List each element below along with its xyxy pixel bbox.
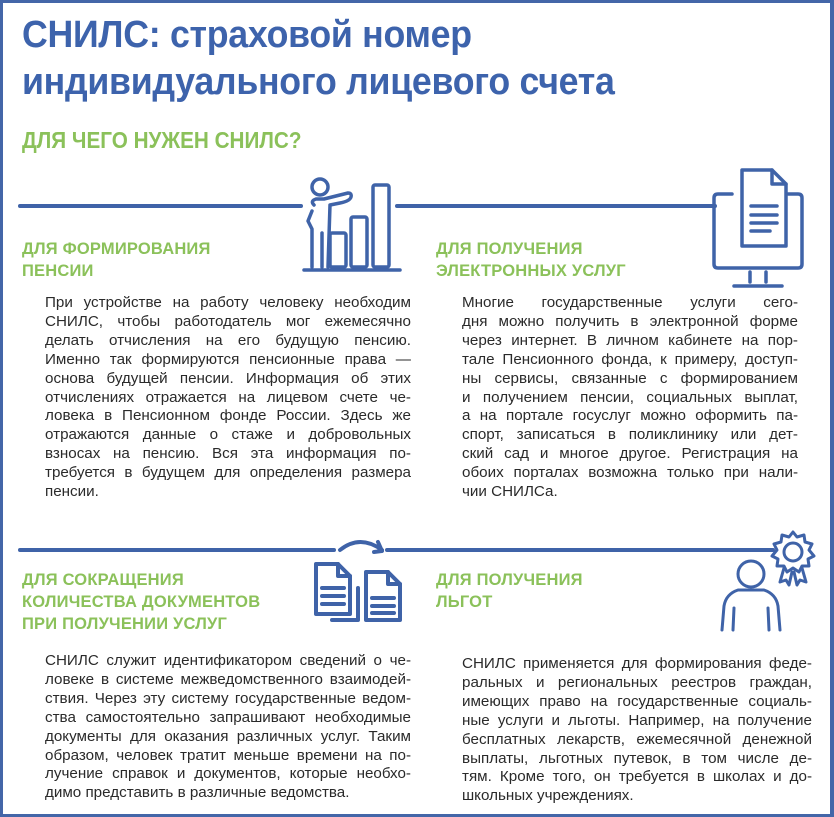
body-line: делать отчисления на его будущую пенсию.: [45, 331, 411, 349]
body-line: через интернет. В личном кабинете на пор-: [462, 331, 798, 349]
document-transfer-icon: [312, 536, 412, 633]
section-body-benefits: [462, 655, 812, 806]
body-line: тям. Кроме того, он требуется в школах и до-: [462, 768, 812, 786]
body-line: спорт, записаться в поликлинику или дет-: [462, 426, 798, 444]
body-line: пенсии.: [45, 483, 99, 501]
heading-line: ДЛЯ ПОЛУЧЕНИЯ: [436, 240, 583, 258]
body-line: ловеке в системе межведомственного взаимодей-: [45, 670, 411, 688]
body-line: ны сервисы, связанные с формированием: [462, 369, 798, 387]
body-line: тале Пенсионного фонда, к примеру, доступ-: [462, 350, 798, 368]
body-line: основа будущей пенсии. Информация об этих: [45, 369, 411, 387]
body-line: имеющих право на государственные социаль-: [462, 692, 812, 710]
title-line-2: индивидуального лицевого счета: [22, 61, 615, 103]
section-body-e-services: [462, 294, 798, 502]
heading-line: КОЛИЧЕСТВА ДОКУМЕНТОВ: [22, 593, 261, 611]
section-body-pension: [45, 294, 411, 502]
monitor-with-document-icon: [712, 168, 807, 291]
person-with-award-icon: [718, 530, 818, 645]
body-line: а на портале госуслуг можно оформить па-: [462, 407, 798, 425]
section-heading-benefits: [436, 569, 583, 613]
divider-bottom-left: [18, 548, 336, 552]
body-line: чии СНИЛСа.: [462, 483, 558, 501]
body-line: СНИЛС применяется для формирования феде-: [462, 655, 812, 672]
body-line: лучение справок и документов, которые необхо-: [45, 765, 411, 783]
body-line: отчислениях отражается на лицевом счете че-: [45, 388, 411, 406]
heading-line: ДЛЯ СОКРАЩЕНИЯ: [22, 571, 184, 589]
transfer-arrow-icon: [340, 542, 382, 550]
divider-top-middle: [395, 204, 717, 208]
body-line: и получением пенсии, социальных выплат,: [462, 388, 798, 406]
section-body-fewer-documents: [45, 652, 411, 803]
body-line: Многие государственные услуги сего-: [462, 294, 798, 311]
body-line: требуется в будущем для определения размера: [45, 464, 411, 482]
heading-line: ДЛЯ ФОРМИРОВАНИЯ: [22, 240, 211, 258]
body-line: димо представить в различные ведомства.: [45, 784, 350, 802]
body-line: дня можно получить в электронной форме: [462, 312, 798, 330]
body-line: взносах на пенсию. Вся эта информация по-: [45, 445, 411, 463]
person-with-bar-chart-icon: [300, 175, 405, 280]
body-line: отражаются данные о стаже и добровольных: [45, 426, 411, 444]
heading-line: ПРИ ПОЛУЧЕНИИ УСЛУГ: [22, 615, 228, 633]
body-line: выплаты, льготных путевок, в том числе де-: [462, 749, 812, 767]
body-line: документы для оказания различных услуг. Таким: [45, 727, 411, 745]
heading-line: ПЕНСИИ: [22, 262, 94, 280]
section-heading-fewer-documents: [22, 569, 260, 635]
body-line: бесплатных лекарств, ежемесячной денежной: [462, 730, 812, 748]
heading-line: ЛЬГОТ: [436, 593, 493, 611]
body-line: При устройстве на работу человеку необходим: [45, 294, 411, 311]
page-subtitle: ДЛЯ ЧЕГО НУЖЕН СНИЛС?: [22, 127, 302, 153]
body-line: ский сад и многое другое. Регистрация на: [462, 445, 798, 463]
body-line: ствия. Через эту систему государственные ведом-: [45, 689, 411, 707]
page-title: [22, 12, 615, 106]
section-heading-pension: [22, 238, 211, 282]
title-line-1: СНИЛС: страховой номер: [22, 14, 472, 56]
body-line: СНИЛС, чтобы работодатель мог ежемесячно: [45, 312, 411, 330]
body-line: образом, человек тратит меньше времени на по-: [45, 746, 411, 764]
body-line: ные услуги и льготы. Например, на получение: [462, 711, 812, 729]
divider-top-left: [18, 204, 303, 208]
body-line: СНИЛС служит идентификатором сведений о че-: [45, 652, 411, 669]
divider-bottom-middle: [385, 548, 775, 552]
section-heading-e-services: [436, 238, 626, 282]
award-ribbon-icon: [772, 532, 814, 585]
body-line: ства самостоятельно запрашивают необходимые: [45, 708, 411, 726]
body-line: школьных учреждениях.: [462, 787, 634, 805]
body-line: ральных и региональных реестров граждан,: [462, 673, 812, 691]
heading-line: ЭЛЕКТРОННЫХ УСЛУГ: [436, 262, 626, 280]
body-line: Именно так формируются пенсионные права —: [45, 350, 411, 368]
heading-line: ДЛЯ ПОЛУЧЕНИЯ: [436, 571, 583, 589]
body-line: ловека в Пенсионном фонде России. Здесь же: [45, 407, 411, 425]
body-line: обоих порталах возможна только при нали-: [462, 464, 798, 482]
